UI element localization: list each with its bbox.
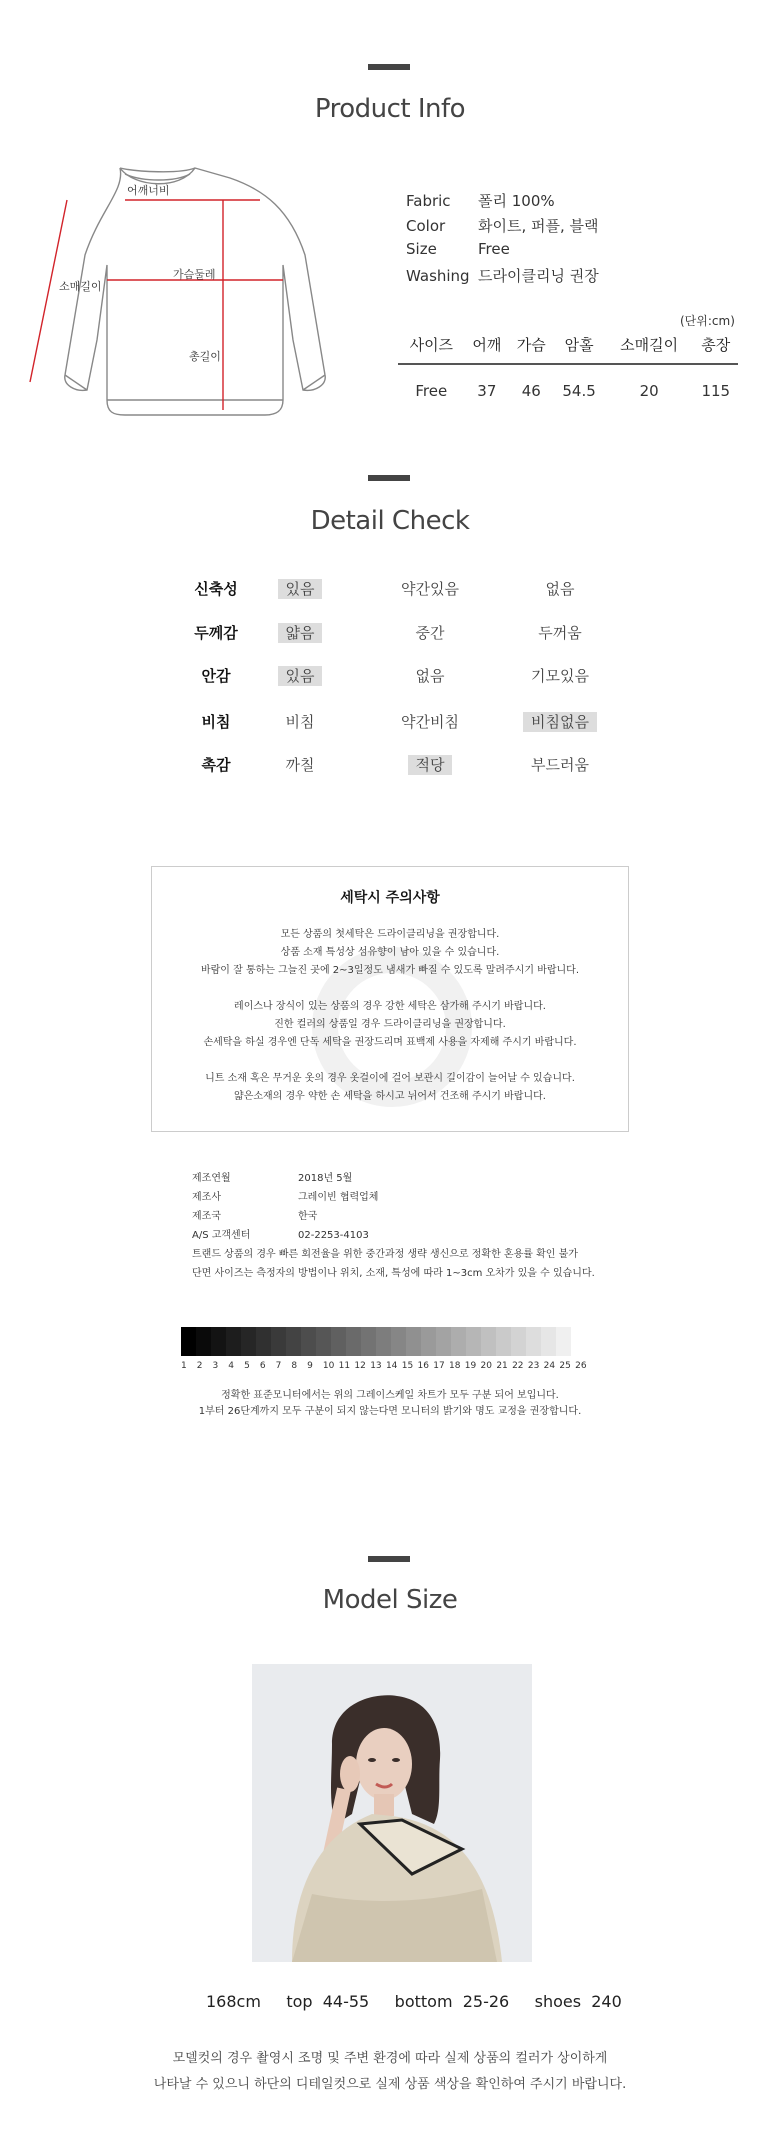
table-row <box>398 364 738 416</box>
detail-check-label: 촉감 <box>201 756 231 774</box>
grayscale-swatch <box>316 1327 331 1356</box>
table-cell: 115 <box>701 381 731 400</box>
grayscale-swatch <box>376 1327 391 1356</box>
table-cell: 37 <box>477 381 497 400</box>
washing-notice-box <box>151 866 629 1132</box>
washing-line: 모든 상품의 첫세탁은 드라이클리닝을 권장합니다. <box>280 929 500 940</box>
detail-check-label: 안감 <box>201 667 231 685</box>
maker-info-row: 제조사 그레이빈 협력업체 <box>192 1192 379 1203</box>
grayscale-number: 26 <box>575 1361 587 1371</box>
grayscale-swatch <box>226 1327 241 1356</box>
grayscale-number: 20 <box>480 1361 492 1371</box>
grayscale-swatch <box>181 1327 196 1356</box>
table-cell: Free <box>415 381 448 400</box>
grayscale-swatch <box>346 1327 361 1356</box>
grayscale-number: 5 <box>244 1361 250 1371</box>
sweater-outline-icon <box>25 160 345 430</box>
grayscale-swatch <box>436 1327 451 1356</box>
grayscale-number: 21 <box>496 1361 508 1371</box>
washing-line: 바람이 잘 통하는 그늘진 곳에 2~3일정도 냄새가 빠질 수 있도록 말려주시기 바랍니다. <box>200 965 580 976</box>
model-note: 나타날 수 있으니 하단의 디테일컷으로 실제 상품 색상을 확인하여 주시기 바랍니다. <box>153 2077 627 2092</box>
table-header-cell: 어깨 <box>465 326 509 364</box>
table-header-cell: 암홀 <box>553 326 604 364</box>
grayscale-swatch <box>271 1327 286 1356</box>
grayscale-swatch <box>481 1327 496 1356</box>
grayscale-swatch <box>496 1327 511 1356</box>
spec-size: Size Free <box>406 240 510 258</box>
spec-washing: Washing 드라이클리닝 권장 <box>406 267 599 285</box>
table-header-cell: 가슴 <box>509 326 553 364</box>
grayscale-number: 19 <box>464 1361 477 1371</box>
unit-label: (단위:cm) <box>680 314 735 328</box>
grayscale-number: 15 <box>401 1361 414 1371</box>
grayscale-swatch <box>241 1327 256 1356</box>
grayscale-swatch <box>256 1327 271 1356</box>
model-note: 모델컷의 경우 촬영시 조명 및 주변 환경에 따라 실제 상품의 컬러가 상이하게 <box>172 2051 608 2066</box>
detail-check-label: 비침 <box>201 713 231 731</box>
grayscale-swatch <box>451 1327 466 1356</box>
detail-check-option: 비침 <box>285 713 315 731</box>
grayscale-swatch <box>511 1327 526 1356</box>
grayscale-number: 3 <box>212 1361 219 1371</box>
grayscale-number: 23 <box>527 1361 540 1371</box>
washing-title: 세탁시 주의사항 <box>340 890 440 906</box>
grayscale-number: 12 <box>354 1361 366 1371</box>
grayscale-number: 2 <box>196 1361 203 1371</box>
grayscale-number: 24 <box>543 1361 556 1371</box>
grayscale-number: 4 <box>228 1361 235 1371</box>
grayscale-number: 11 <box>338 1361 351 1371</box>
model-size-title: Model Size <box>322 1585 458 1615</box>
product-info-title: Product Info <box>314 94 466 124</box>
detail-check-option: 없음 <box>545 580 575 598</box>
section-divider-bar <box>368 1556 410 1562</box>
detail-check-label: 두께감 <box>194 624 238 642</box>
table-cell: 54.5 <box>562 381 596 400</box>
detail-check-option: 없음 <box>415 667 445 685</box>
model-size-stats: 168cm top 44-55 bottom 25-26 shoes 240 <box>206 1992 622 2011</box>
table-cell: 20 <box>639 381 659 400</box>
model-photo-illustration <box>252 1664 532 1962</box>
maker-info-row: 제조국 한국 <box>192 1211 318 1222</box>
detail-check-option: 약간비침 <box>401 713 459 731</box>
grayscale-number: 13 <box>370 1361 382 1371</box>
detail-check-option: 기모있음 <box>531 667 589 685</box>
grayscale-swatch <box>391 1327 406 1356</box>
grayscale-swatch <box>541 1327 556 1356</box>
grayscale-number: 8 <box>291 1361 298 1371</box>
grayscale-numbers <box>181 1361 591 1371</box>
grayscale-note: 1부터 26단계까지 모두 구분이 되지 않는다면 모니터의 밝기와 명도 교정을 권장합니다. <box>198 1406 582 1417</box>
grayscale-swatch <box>556 1327 571 1356</box>
washing-line: 레이스나 장식이 있는 상품의 경우 강한 세탁은 삼가해 주시기 바랍니다. <box>234 1001 546 1012</box>
detail-check-option: 중간 <box>415 624 445 642</box>
detail-check-option: 약간있음 <box>401 580 459 598</box>
length-label: 총길이 <box>189 350 221 363</box>
table-cell: 46 <box>521 381 541 400</box>
grayscale-swatch <box>406 1327 421 1356</box>
grayscale-number: 22 <box>512 1361 524 1371</box>
detail-check-row <box>0 574 780 602</box>
washing-line: 진한 컬러의 상품일 경우 드라이클리닝을 권장합니다. <box>274 1019 506 1030</box>
washing-line: 얇은소재의 경우 약한 손 세탁을 하시고 뉘어서 건조해 주시기 바랍니다. <box>234 1091 546 1102</box>
grayscale-number: 7 <box>275 1361 282 1371</box>
maker-info-row: A/S 고객센터 02-2253-4103 <box>192 1230 369 1241</box>
grayscale-number: 6 <box>259 1361 266 1371</box>
detail-check-option: 까칠 <box>285 756 315 774</box>
grayscale-number: 1 <box>181 1361 187 1371</box>
washing-line: 니트 소재 혹은 무거운 옷의 경우 옷걸이에 걸어 보관시 길이감이 늘어날 수 있습니다. <box>205 1073 575 1084</box>
washing-line: 상품 소재 특성상 섬유향이 남아 있을 수 있습니다. <box>280 947 500 958</box>
detail-check-option-selected: 비침없음 <box>510 711 610 732</box>
maker-note: 트랜드 상품의 경우 빠른 회전율을 위한 중간과정 생략 생신으로 정확한 혼용률 확인 불가 <box>192 1249 578 1260</box>
maker-note: 단면 사이즈는 측정자의 방법이나 위치, 소재, 특성에 따라 1~3cm 오차가 있을 수 있습니다. <box>192 1268 595 1279</box>
detail-check-option: 부드러움 <box>531 756 589 774</box>
size-table <box>398 326 738 416</box>
maker-info-row: 제조연월 2018년 5월 <box>192 1173 353 1184</box>
detail-check-option-selected: 있음 <box>250 578 350 599</box>
detail-check-row <box>0 750 780 778</box>
chest-label: 가슴둘레 <box>173 268 216 281</box>
grayscale-swatch <box>361 1327 376 1356</box>
grayscale-note: 정확한 표준모니터에서는 위의 그레이스케일 차트가 모두 구분 되어 보입니다. <box>221 1390 559 1401</box>
grayscale-number: 17 <box>433 1361 445 1371</box>
section-divider-bar <box>368 64 410 70</box>
grayscale-swatch <box>526 1327 541 1356</box>
grayscale-number: 10 <box>322 1361 335 1371</box>
grayscale-swatch <box>211 1327 226 1356</box>
table-header-cell: 총장 <box>694 326 738 364</box>
size-table-header <box>398 326 738 364</box>
grayscale-swatch <box>196 1327 211 1356</box>
detail-check-row <box>0 661 780 689</box>
sleeve-label: 소매길이 <box>59 280 102 293</box>
sweater-diagram <box>25 160 345 430</box>
grayscale-swatch <box>421 1327 436 1356</box>
detail-check-option: 두꺼움 <box>538 624 582 642</box>
grayscale-number: 25 <box>559 1361 571 1371</box>
detail-check-option-selected: 적당 <box>380 754 480 775</box>
shoulder-label: 어깨너비 <box>127 184 170 197</box>
model-photo <box>252 1664 532 1962</box>
grayscale-swatch <box>466 1327 481 1356</box>
detail-check-title: Detail Check <box>310 506 470 536</box>
grayscale-swatch <box>301 1327 316 1356</box>
grayscale-swatch <box>286 1327 301 1356</box>
detail-check-row <box>0 618 780 646</box>
grayscale-number: 16 <box>417 1361 429 1371</box>
spec-color: Color 화이트, 퍼플, 블랙 <box>406 217 599 235</box>
detail-check-label: 신축성 <box>194 580 238 598</box>
grayscale-number: 18 <box>449 1361 461 1371</box>
grayscale-number: 9 <box>307 1361 313 1371</box>
spec-fabric: Fabric 폴리 100% <box>406 192 555 210</box>
detail-check-option-selected: 얇음 <box>250 622 350 643</box>
detail-check-row <box>0 707 780 735</box>
table-header-cell: 사이즈 <box>398 326 465 364</box>
section-divider-bar <box>368 475 410 481</box>
table-header-cell: 소매길이 <box>605 326 694 364</box>
grayscale-chart <box>181 1327 571 1356</box>
detail-check-option-selected: 있음 <box>250 665 350 686</box>
washing-line: 손세탁을 하실 경우엔 단독 세탁을 권장드리며 표백제 사용을 자제해 주시기 바랍니다. <box>203 1037 577 1048</box>
grayscale-number: 14 <box>385 1361 398 1371</box>
grayscale-swatch <box>331 1327 346 1356</box>
